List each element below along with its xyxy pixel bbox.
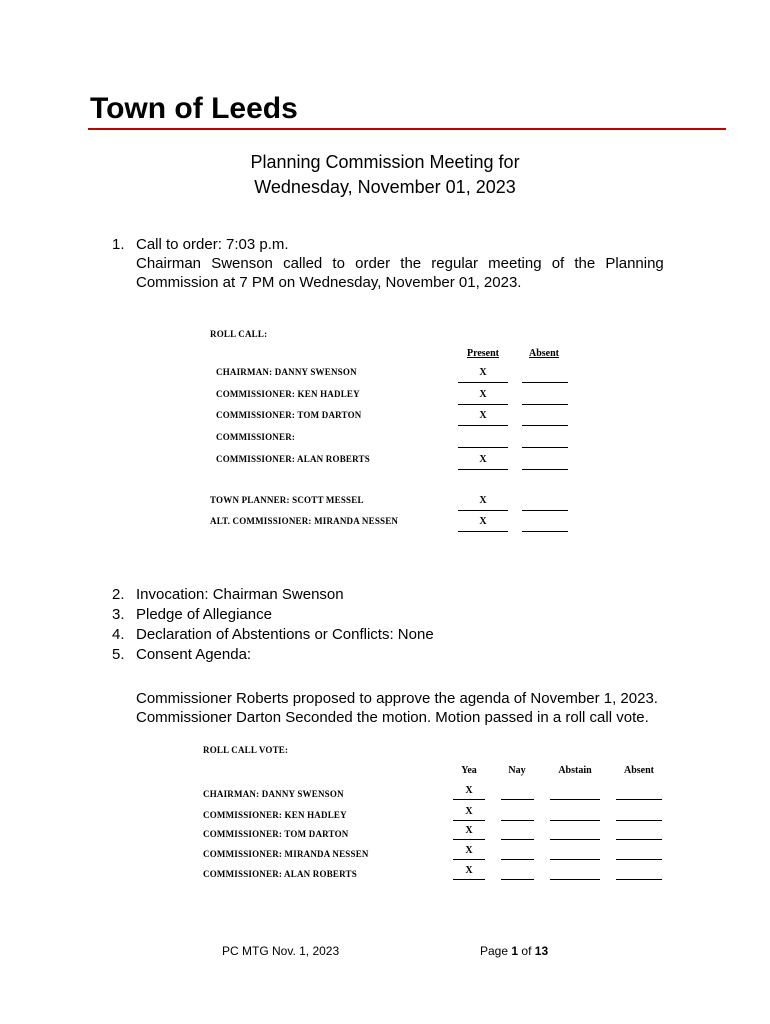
absent-underline	[522, 469, 568, 470]
vote-nay-underline	[501, 879, 534, 880]
meeting-title-line1: Planning Commission Meeting for	[250, 152, 520, 172]
roll-call-member-name: COMMISSIONER:	[216, 432, 296, 442]
vote-member-name: CHAIRMAN: DANNY SWENSON	[203, 789, 344, 799]
vote-yea-underline	[453, 859, 485, 860]
roll-call-vote-title: ROLL CALL VOTE:	[203, 745, 289, 755]
present-underline	[458, 531, 508, 532]
consent-line2: Commissioner Darton Seconded the motion. Motion passed in a roll call vote.	[136, 709, 649, 726]
vote-yea-underline	[453, 820, 485, 821]
vote-yea-underline	[453, 879, 485, 880]
present-underline	[458, 447, 508, 448]
vote-abstain-underline	[550, 859, 600, 860]
item1-text-line2: Commission at 7 PM on Wednesday, November 01, 2023.	[136, 274, 522, 291]
vote-absent-underline	[616, 820, 662, 821]
vote-member-name: COMMISSIONER: MIRANDA NESSEN	[203, 849, 369, 859]
vote-abstain-underline	[550, 820, 600, 821]
meeting-title	[200, 150, 570, 200]
vote-member-name: COMMISSIONER: KEN HADLEY	[203, 810, 347, 820]
vote-absent-underline	[616, 839, 662, 840]
present-underline	[458, 510, 508, 511]
item1-number: 1.	[112, 236, 125, 253]
absent-underline	[522, 447, 568, 448]
roll-call-present-mark: X	[479, 389, 487, 400]
consent-line1: Commissioner Roberts proposed to approve the agenda of November 1, 2023.	[136, 690, 658, 707]
roll-call-member-name: ALT. COMMISSIONER: MIRANDA NESSEN	[210, 516, 399, 526]
present-underline	[458, 469, 508, 470]
roll-call-member-name: COMMISSIONER: KEN HADLEY	[216, 389, 360, 399]
town-title: Town of Leeds	[90, 92, 298, 125]
roll-call-member-name: CHAIRMAN: DANNY SWENSON	[216, 367, 357, 377]
roll-call-member-name: COMMISSIONER: ALAN ROBERTS	[216, 454, 370, 464]
vote-nay-underline	[501, 859, 534, 860]
vote-yea-mark: X	[465, 845, 473, 856]
absent-underline	[522, 382, 568, 383]
vote-yea-underline	[453, 839, 485, 840]
consent-paragraph	[136, 689, 696, 727]
title-underline	[88, 128, 726, 130]
present-underline	[458, 404, 508, 405]
vote-abstain-header: Abstain	[558, 765, 592, 776]
footer-meeting-label: PC MTG Nov. 1, 2023	[222, 944, 340, 958]
meeting-title-line2: Wednesday, November 01, 2023	[254, 177, 516, 197]
vote-yea-underline	[453, 799, 485, 800]
roll-call-present-header: Present	[466, 348, 500, 359]
vote-absent-underline	[616, 879, 662, 880]
absent-underline	[522, 531, 568, 532]
vote-abstain-underline	[550, 879, 600, 880]
vote-member-name: COMMISSIONER: ALAN ROBERTS	[203, 869, 357, 879]
agenda-list	[112, 585, 672, 665]
vote-yea-header: Yea	[461, 765, 477, 776]
agenda-item: 2. Invocation: Chairman Swenson	[112, 586, 344, 603]
item1-heading: Call to order: 7:03 p.m.	[136, 236, 289, 253]
vote-abstain-underline	[550, 839, 600, 840]
absent-underline	[522, 510, 568, 511]
present-underline	[458, 382, 508, 383]
vote-absent-underline	[616, 859, 662, 860]
vote-nay-underline	[501, 799, 534, 800]
item1-text-line1: Chairman Swenson called to order the regular meeting of the Planning	[136, 255, 664, 272]
vote-nay-underline	[501, 820, 534, 821]
vote-yea-mark: X	[465, 806, 473, 817]
vote-absent-header: Absent	[623, 765, 654, 776]
absent-underline	[522, 404, 568, 405]
roll-call-present-mark: X	[479, 495, 487, 506]
vote-yea-mark: X	[465, 785, 473, 796]
vote-yea-mark: X	[465, 865, 473, 876]
agenda-item: 4. Declaration of Abstentions or Conflicts: None	[112, 626, 434, 643]
vote-absent-underline	[616, 799, 662, 800]
absent-underline	[522, 425, 568, 426]
present-underline	[458, 425, 508, 426]
vote-nay-header: Nay	[508, 765, 526, 776]
vote-abstain-underline	[550, 799, 600, 800]
agenda-item: 5. Consent Agenda:	[112, 646, 252, 663]
vote-yea-mark: X	[465, 825, 473, 836]
roll-call-present-mark: X	[479, 367, 487, 378]
vote-member-name: COMMISSIONER: TOM DARTON	[203, 829, 349, 839]
roll-call-present-mark: X	[479, 454, 487, 465]
agenda-item: 3. Pledge of Allegiance	[112, 606, 272, 623]
roll-call-member-name: COMMISSIONER: TOM DARTON	[216, 410, 362, 420]
roll-call-present-mark: X	[479, 516, 487, 527]
footer-page-number: Page 1 of 13	[480, 944, 549, 958]
roll-call-absent-header: Absent	[528, 348, 559, 359]
roll-call-title: ROLL CALL:	[210, 329, 268, 339]
roll-call-present-mark: X	[479, 410, 487, 421]
item1-block	[136, 235, 680, 292]
vote-nay-underline	[501, 839, 534, 840]
roll-call-member-name: TOWN PLANNER: SCOTT MESSEL	[210, 495, 364, 505]
